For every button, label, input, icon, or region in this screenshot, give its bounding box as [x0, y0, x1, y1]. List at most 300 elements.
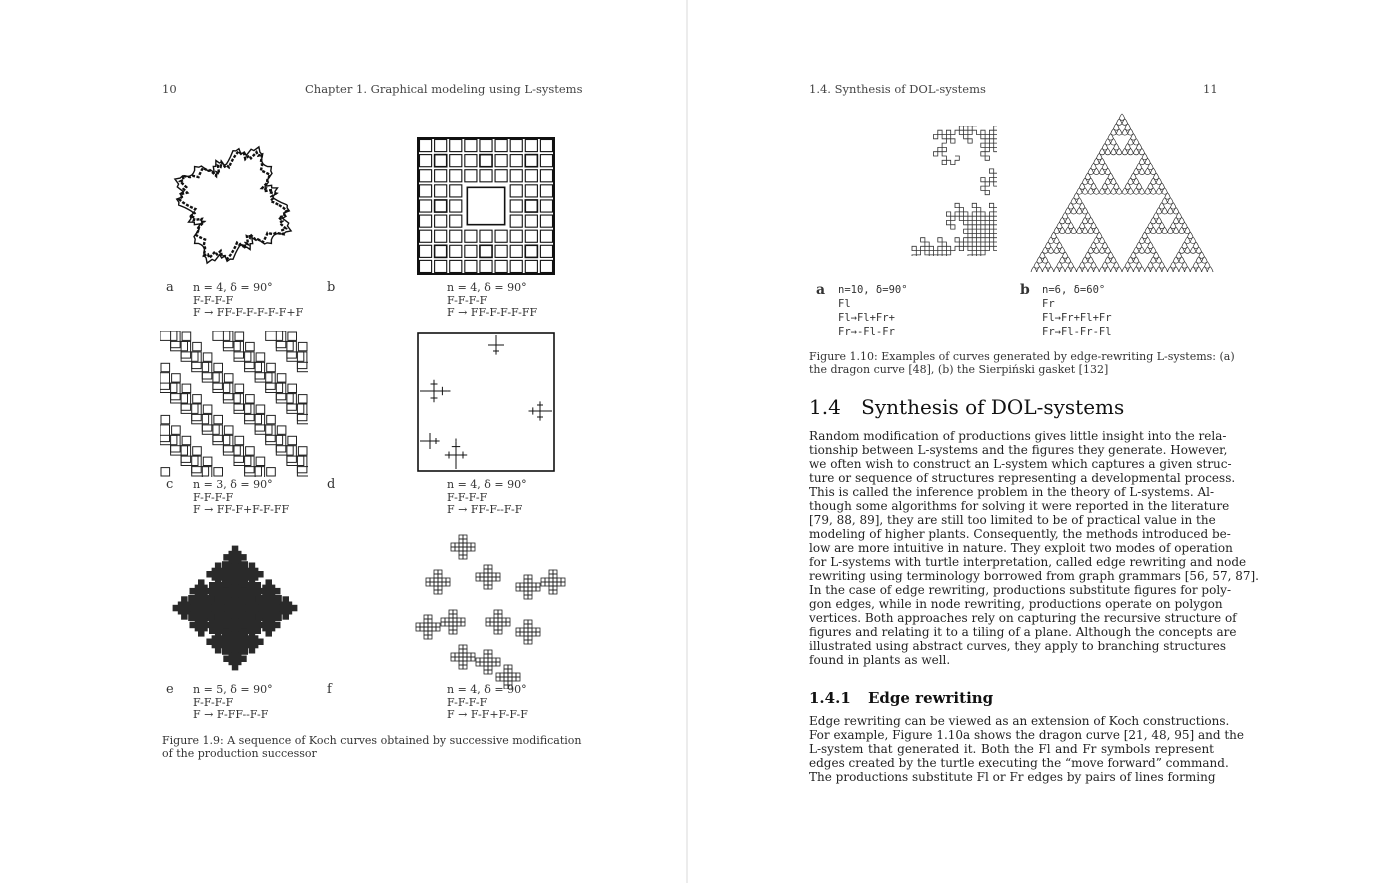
- grid-cell: [498, 622, 502, 626]
- center-square: [467, 187, 504, 224]
- maze-cell: [192, 456, 202, 473]
- grid-cell: [459, 547, 463, 551]
- grid-cell: [553, 582, 557, 586]
- maze-cell: [171, 383, 181, 400]
- caption-rule-2: Fr→Fl-Fr-Fl: [1042, 326, 1112, 338]
- gasket-loop: [1088, 227, 1094, 233]
- gasket-loop: [1111, 188, 1117, 194]
- island-block: [229, 652, 242, 665]
- small-square: [495, 170, 507, 182]
- caption-rule-2: Fr→-Fl-Fr: [838, 326, 895, 338]
- maze-cell: [161, 415, 170, 423]
- small-square: [435, 170, 447, 182]
- island-block: [249, 563, 256, 570]
- sierpinski-gasket-drawing: [1026, 112, 1220, 272]
- island-block: [249, 630, 256, 637]
- gasket-loop: [1099, 267, 1105, 272]
- caption-1-9f: [327, 682, 528, 722]
- maze-cell: [288, 332, 297, 340]
- grid-cell: [449, 618, 453, 622]
- small-square: [510, 230, 522, 242]
- maze-cell: [256, 457, 265, 465]
- small-square: [525, 200, 537, 212]
- small-square: [420, 155, 432, 167]
- gasket-loop: [1179, 227, 1185, 233]
- gasket-loop: [1116, 148, 1122, 154]
- island-block: [274, 622, 281, 629]
- island-block: [279, 602, 292, 615]
- grid-cell: [463, 645, 467, 649]
- grid-cell: [463, 665, 467, 669]
- grid-cell: [516, 587, 520, 591]
- grid-cell: [494, 622, 498, 626]
- grid-cell: [488, 569, 492, 573]
- grid-cell: [476, 573, 480, 577]
- grid-cell: [453, 622, 457, 626]
- subsection-title: Edge rewriting: [868, 689, 994, 707]
- gasket-loop: [1156, 267, 1162, 272]
- grid-cell: [496, 677, 500, 681]
- maze-cell: [255, 414, 265, 431]
- grid-cell: [463, 551, 467, 555]
- island-block: [266, 579, 273, 586]
- grid-cell: [476, 658, 480, 662]
- maze-cell: [181, 404, 198, 413]
- grid-cell: [549, 582, 553, 586]
- maze-cell: [161, 363, 170, 371]
- gasket-loop: [1071, 227, 1077, 233]
- island-block: [212, 568, 225, 581]
- island-block: [215, 630, 222, 637]
- paragraph-line: for L-systems with turtle interpretation, called edge rewriting and node: [809, 555, 1247, 569]
- island-block: [195, 618, 208, 631]
- figure-caption-line: Figure 1.9: A sequence of Koch curves obtained by successive modification: [162, 734, 582, 747]
- island-block: [262, 585, 275, 598]
- grid-cell: [561, 578, 565, 582]
- small-square: [435, 245, 447, 257]
- gasket-loop: [1122, 148, 1128, 154]
- grid-cell: [524, 587, 528, 591]
- grid-cell: [438, 570, 442, 574]
- figure-1-10-caption: [809, 350, 1235, 376]
- paragraph-line: The productions substitute Fl or Fr edges by pairs of lines forming: [809, 770, 1216, 784]
- grid-cell: [498, 626, 502, 630]
- grid-cell: [492, 577, 496, 581]
- small-square: [540, 170, 552, 182]
- grid-cell: [436, 627, 440, 631]
- small-square: [480, 155, 492, 167]
- gasket-loop: [1128, 267, 1134, 272]
- small-square: [525, 140, 537, 152]
- grid-cell: [461, 622, 465, 626]
- gasket-loop: [1162, 208, 1168, 214]
- maze-cell: [267, 468, 276, 476]
- paragraph-line: This is called the inference problem in the theory of L-systems. Al-: [809, 485, 1215, 499]
- subsection-number: 1.4.1: [809, 689, 851, 707]
- grid-cell: [459, 543, 463, 547]
- maze-cell: [193, 395, 202, 403]
- paragraph-line: tionship between L-systems and the figures they generate. However,: [809, 443, 1228, 457]
- island-block: [283, 613, 290, 620]
- gasket-loop: [1088, 267, 1094, 272]
- dragon-curve-drawing: [805, 126, 997, 256]
- page-number-left: 10: [162, 82, 177, 96]
- grid-cell: [496, 573, 500, 577]
- island-block: [215, 647, 222, 654]
- grid-cell: [504, 677, 508, 681]
- grid-cell: [486, 618, 490, 622]
- grid-cell: [459, 657, 463, 661]
- gasket-loop: [1122, 188, 1128, 194]
- grid-cell: [541, 578, 545, 582]
- gasket-loop: [1071, 208, 1077, 214]
- paragraph-line: For example, Figure 1.10a shows the dragon curve [21, 48, 95] and the: [809, 728, 1245, 742]
- maze-cell: [203, 353, 212, 361]
- section-paragraph: [809, 429, 1259, 667]
- grid-cell: [494, 626, 498, 630]
- figure-1-9-caption: [162, 734, 582, 760]
- grid-cell: [504, 673, 508, 677]
- grid-cell: [498, 614, 502, 618]
- grid-cell: [496, 673, 500, 677]
- island-block: [232, 613, 239, 620]
- gasket-loop: [1133, 188, 1139, 194]
- grid-cell: [524, 587, 528, 591]
- maze-cell: [246, 447, 255, 455]
- island-block: [249, 613, 256, 620]
- island-block: [223, 571, 230, 578]
- caption-production: F → FF-F+F-F-FF: [193, 503, 290, 516]
- island-block: [206, 588, 213, 595]
- grid-cell: [480, 662, 484, 666]
- gasket-loop: [1048, 267, 1054, 272]
- gasket-loop: [1150, 267, 1156, 272]
- maze-cell: [214, 468, 223, 476]
- grid-cell: [484, 662, 488, 666]
- island-block: [215, 613, 222, 620]
- island-block: [249, 596, 256, 603]
- grid-cell: [528, 575, 532, 579]
- grid-cell: [520, 632, 524, 636]
- grid-cell: [463, 547, 467, 551]
- grid-cell: [496, 658, 500, 662]
- island-block: [173, 605, 180, 612]
- maze-cell: [171, 446, 188, 455]
- grid-cell: [459, 539, 463, 543]
- maze-cell: [202, 425, 219, 434]
- maze-cell: [256, 353, 265, 361]
- grid-cell: [426, 582, 430, 586]
- gasket-loop: [1099, 188, 1105, 194]
- koch-ring-drawing: [168, 140, 298, 270]
- grid-cell: [516, 628, 520, 632]
- island-block: [245, 602, 258, 615]
- small-square: [435, 200, 447, 212]
- paragraph-line: gon edges, while in node rewriting, productions operate on polygon: [809, 597, 1223, 611]
- paragraph-line: figures and relating it to a tiling of a plane. Although the concepts are: [809, 625, 1237, 639]
- grid-cell: [508, 677, 512, 681]
- gasket-loop: [1037, 267, 1043, 272]
- island-block: [266, 613, 273, 620]
- figure-letter: b: [327, 280, 336, 295]
- gasket-loop: [1122, 129, 1128, 135]
- small-square: [420, 245, 432, 257]
- small-square: [465, 230, 477, 242]
- grid-cell: [428, 615, 432, 619]
- grid-cell: [471, 653, 475, 657]
- maze-cell: [181, 446, 191, 463]
- grid-cell: [467, 543, 471, 547]
- maze-cell: [193, 447, 202, 455]
- small-square: [510, 245, 522, 257]
- grid-cell: [536, 587, 540, 591]
- grid-cell: [424, 623, 428, 627]
- island-block: [266, 596, 273, 603]
- grid-cell: [545, 582, 549, 586]
- maze-cell: [267, 363, 276, 371]
- island-block: [229, 551, 242, 564]
- caption-axiom: Fl: [838, 298, 851, 310]
- island-block: [257, 622, 264, 629]
- small-square: [480, 230, 492, 242]
- small-square: [540, 185, 552, 197]
- grid-cell: [484, 658, 488, 662]
- grid-cell: [508, 665, 512, 669]
- small-square: [420, 260, 432, 272]
- small-square: [495, 260, 507, 272]
- gasket-loop: [1133, 148, 1139, 154]
- grid-cell: [484, 658, 488, 662]
- maze-cell: [256, 405, 265, 413]
- caption-params: n = 4, δ = 90°: [447, 281, 527, 294]
- small-square: [420, 215, 432, 227]
- caption-params: n = 4, δ = 90°: [193, 281, 273, 294]
- figure-caption-line: the dragon curve [48], (b) the Sierpiński gasket [132]: [809, 363, 1109, 376]
- gasket-loop: [1111, 267, 1117, 272]
- island-block: [232, 647, 239, 654]
- small-square: [495, 140, 507, 152]
- grid-cell: [528, 640, 532, 644]
- gasket-loop: [1048, 247, 1054, 253]
- grid-cell: [498, 622, 502, 626]
- small-square: [510, 260, 522, 272]
- grid-cell: [524, 595, 528, 599]
- grid-cell: [494, 618, 498, 622]
- grid-cell: [484, 666, 488, 670]
- small-square: [525, 260, 537, 272]
- island-block: [229, 618, 242, 631]
- island-block: [232, 664, 239, 671]
- maze-cell: [182, 384, 191, 392]
- figure-caption-line: Figure 1.10: Examples of curves generated by edge-rewriting L-systems: (a): [809, 350, 1235, 363]
- caption-1-9e: [166, 682, 273, 722]
- grid-cell: [528, 628, 532, 632]
- grid-cell: [441, 618, 445, 622]
- grid-cell: [449, 622, 453, 626]
- grid-cell: [453, 626, 457, 630]
- maze-cell: [255, 467, 265, 477]
- grid-cell: [476, 577, 480, 581]
- grid-cell: [449, 610, 453, 614]
- small-square: [525, 170, 537, 182]
- maze-cell: [223, 331, 233, 348]
- gasket-loop: [1077, 227, 1083, 233]
- grid-cell: [524, 575, 528, 579]
- small-square: [540, 215, 552, 227]
- grid-cell: [536, 628, 540, 632]
- caption-production: F → F-FF--F-F: [193, 708, 269, 721]
- grid-cell: [453, 618, 457, 622]
- gasket-loop: [1111, 148, 1117, 154]
- paragraph-line: low are more intuitive in nature. They exploit two modes of operation: [809, 541, 1233, 555]
- maze-cell: [266, 373, 276, 390]
- maze-cell: [287, 394, 297, 411]
- grid-cell: [484, 654, 488, 658]
- gasket-loop: [1185, 267, 1191, 272]
- gasket-loop: [1105, 148, 1111, 154]
- grid-cell: [553, 586, 557, 590]
- gasket-loop: [1168, 227, 1174, 233]
- gasket-loop: [1196, 267, 1202, 272]
- island-block: [240, 571, 247, 578]
- gasket-loop: [1054, 267, 1060, 272]
- island-block: [206, 639, 213, 646]
- caption-rule-1: Fl→Fl+Fr+: [838, 312, 895, 324]
- small-square: [525, 185, 537, 197]
- figure-1-9f-grid-curve: [408, 527, 570, 689]
- grid-cell: [486, 622, 490, 626]
- paragraph-line: modeling of higher plants. Consequently, the methods introduced be-: [809, 527, 1231, 541]
- gasket-loop: [1168, 267, 1174, 272]
- gasket-loop: [1094, 247, 1100, 253]
- grid-cell: [434, 574, 438, 578]
- maze-cell: [223, 341, 240, 350]
- island-block: [206, 605, 213, 612]
- island-block: [223, 656, 230, 663]
- island-block: [190, 605, 197, 612]
- grid-cell: [528, 636, 532, 640]
- island-block: [215, 579, 222, 586]
- square-curve-drawing: [416, 136, 556, 276]
- small-square: [450, 170, 462, 182]
- grid-cell: [532, 632, 536, 636]
- grid-cell: [524, 591, 528, 595]
- grid-cell: [428, 627, 432, 631]
- grid-cell: [463, 555, 467, 559]
- cross-island-drawing: [160, 533, 310, 683]
- small-square: [540, 245, 552, 257]
- small-square: [420, 230, 432, 242]
- island-block: [266, 630, 273, 637]
- maze-cell: [297, 456, 307, 473]
- caption-params: n = 5, δ = 90°: [193, 683, 273, 696]
- grid-cell: [502, 622, 506, 626]
- paragraph-line: In the case of edge rewriting, productions substitute figures for poly-: [809, 583, 1231, 597]
- island-block: [291, 605, 298, 612]
- grid-cell: [434, 582, 438, 586]
- maze-cell: [223, 383, 233, 400]
- grid-cell: [463, 535, 467, 539]
- island-block: [178, 602, 191, 615]
- figure-caption-line: of the production successor: [162, 747, 317, 760]
- grid-cell: [516, 673, 520, 677]
- maze-cell: [276, 394, 293, 403]
- grid-cell: [549, 578, 553, 582]
- maze-cell: [224, 426, 233, 434]
- grid-cell: [488, 581, 492, 585]
- island-block: [198, 579, 205, 586]
- small-square: [435, 230, 447, 242]
- small-square: [510, 170, 522, 182]
- grid-cell: [508, 669, 512, 673]
- grid-cell: [424, 615, 428, 619]
- grid-cell: [520, 583, 524, 587]
- gasket-loop: [1179, 267, 1185, 272]
- gasket-loop: [1156, 227, 1162, 233]
- maze-cell: [246, 395, 255, 403]
- grid-cell: [496, 662, 500, 666]
- island-block: [190, 588, 197, 595]
- grid-cell: [506, 618, 510, 622]
- gasket-loop: [1128, 148, 1134, 154]
- grid-cell: [446, 578, 450, 582]
- island-block: [215, 563, 222, 570]
- grid-cell: [438, 578, 442, 582]
- small-square: [525, 245, 537, 257]
- caption-params: n = 3, δ = 90°: [193, 478, 273, 491]
- paragraph-line: [79, 88, 89], they are still too limited to be of practical value in the: [809, 513, 1216, 527]
- gasket-loop: [1031, 267, 1037, 272]
- maze-cell: [266, 331, 283, 340]
- section-number: 1.4: [809, 395, 841, 419]
- island-block: [229, 585, 242, 598]
- gasket-loop: [1133, 267, 1139, 272]
- paragraph-line: ture or sequence of structures representing a developmental process.: [809, 471, 1236, 485]
- caption-rule-1: Fl→Fr+Fl+Fr: [1042, 312, 1112, 324]
- island-block: [240, 588, 247, 595]
- maze-cell: [234, 446, 244, 463]
- island-block: [181, 596, 188, 603]
- island-block: [262, 618, 275, 631]
- caption-params: n = 4, δ = 90°: [447, 478, 527, 491]
- small-square: [525, 215, 537, 227]
- grid-cell: [553, 578, 557, 582]
- caption-production: F → FF-F-F-F-F-F+F: [193, 306, 304, 319]
- caption-axiom: Fr: [1042, 298, 1055, 310]
- maze-cell: [287, 446, 297, 463]
- grid-cell: [524, 628, 528, 632]
- grid-cell: [459, 661, 463, 665]
- maze-cell: [203, 457, 212, 465]
- maze-cell: [160, 435, 177, 444]
- maze-cell: [181, 456, 198, 465]
- figure-1-10a-dragon-curve: [805, 126, 997, 256]
- maze-cell: [255, 362, 265, 379]
- grid-cell: [506, 622, 510, 626]
- grid-cell: [463, 657, 467, 661]
- maze-cell: [213, 331, 230, 340]
- grid-cell: [463, 543, 467, 547]
- gasket-loop: [1094, 168, 1100, 174]
- grid-cell: [508, 673, 512, 677]
- grid-cell: [561, 582, 565, 586]
- gasket-loop: [1116, 129, 1122, 135]
- maze-cell: [276, 435, 286, 452]
- caption-production: F → FF-F--F-F: [447, 503, 523, 516]
- maze-cell: [255, 373, 272, 382]
- figure-letter: a: [166, 280, 174, 295]
- right-page: [688, 0, 1374, 883]
